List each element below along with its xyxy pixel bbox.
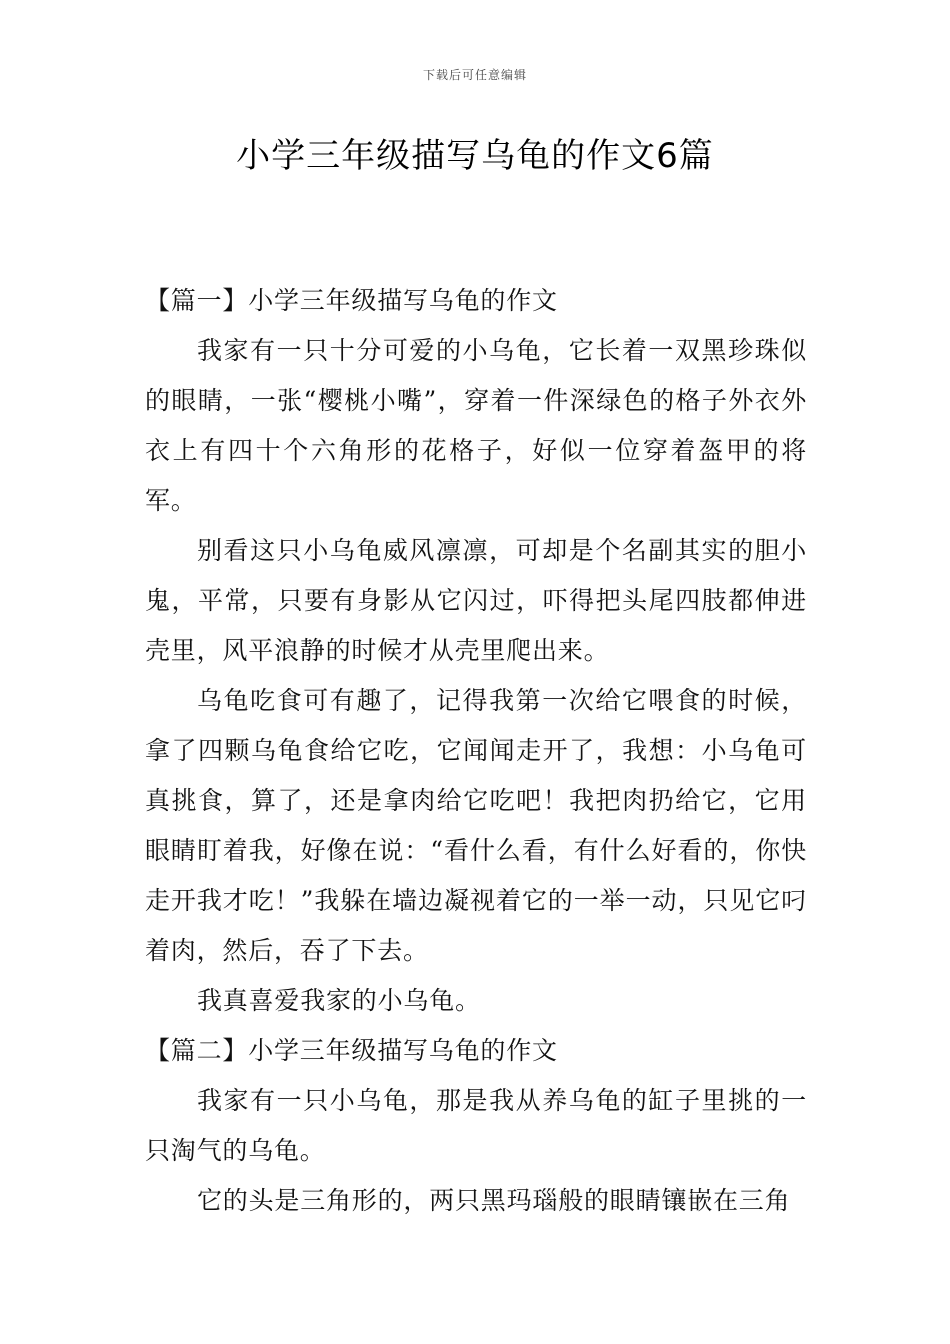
document-body — [145, 276, 807, 1226]
paragraph: 我家有一只小乌龟，那是我从养乌龟的缸子里挑的一只淘气的乌龟。 — [145, 1086, 807, 1165]
paragraph: 乌龟吃食可有趣了，记得我第一次给它喂食的时候，拿了四颗乌龟食给它吃，它闻闻走开了，我想：小乌龟可真挑食，算了，还是拿肉给它吃吧！我把肉扔给它，它用眼睛盯着我，好像在说：“看什么看，有什么好看的，你快走开我才吃！”我躲在墙边凝视着它的一举一动，只见它叼着肉，然后，吞了下去。 — [145, 686, 807, 965]
paragraph: 我家有一只十分可爱的小乌龟，它长着一双黑珍珠似的眼睛，一张“樱桃小嘴”，穿着一件深绿色的格子外衣外衣上有四十个六角形的花格子，好似一位穿着盔甲的将军。 — [145, 336, 807, 515]
paragraph: 别看这只小乌龟威风凛凛，可却是个名副其实的胆小鬼，平常，只要有身影从它闪过，吓得把头尾四肢都伸进壳里，风平浪静的时候才从壳里爬出来。 — [145, 536, 807, 665]
paragraph: 我真喜爱我家的小乌龟。 — [197, 986, 481, 1015]
paragraph: 它的头是三角形的，两只黑玛瑙般的眼睛镶嵌在三角 — [197, 1186, 791, 1215]
header-note: 下载后可任意编辑 — [422, 68, 527, 82]
section-heading-2: 【篇二】小学三年级描写乌龟的作文 — [145, 1036, 558, 1065]
section-heading-1: 【篇一】小学三年级描写乌龟的作文 — [145, 286, 558, 315]
document-title: 小学三年级描写乌龟的作文6篇 — [236, 136, 714, 176]
